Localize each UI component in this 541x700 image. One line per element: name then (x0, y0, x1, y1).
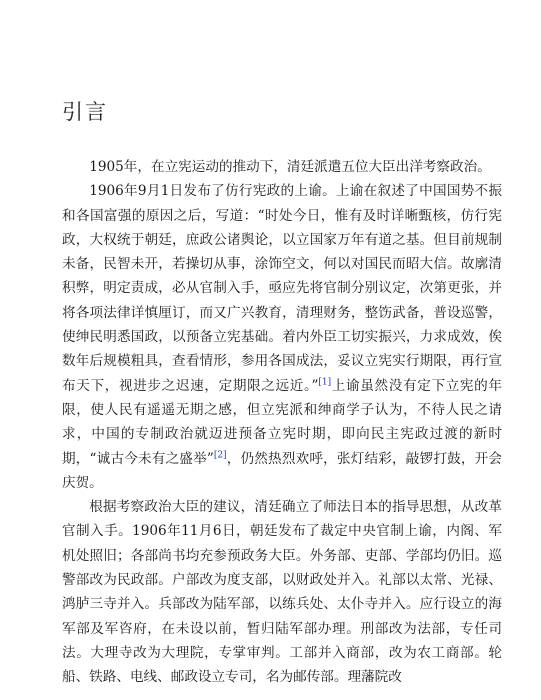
section-heading: 引言 (62, 100, 108, 124)
footnote-link[interactable]: [1] (318, 377, 332, 388)
paragraph-text: 根据考察政治大臣的建议，清廷确立了师法日本的指导思想，从改革官制入手。1906年11月6日，朝廷发布了裁定中央官制上谕，内阁、军机处照旧；各部尚书均充参预政务大臣。外务部、吏部、学部均仍旧。巡警部改为民政部。户部改为度支部，以财政处并入。礼部以太常、光禄、鸿胪三寺并入。兵部改为陆军部，以练兵处、太仆寺并入。应行设立的海军部及军咨府，在未设以前，暂归陆军部办理。刑部改为法部，专任司法。大理寺改为大理院，专掌审判。工部并入商部，改为农工商部。轮船、铁路、电线、邮政设立专司，名为邮传部。理藩院改 (62, 499, 502, 686)
body-text (62, 155, 502, 690)
paragraph-text: 上谕虽然没有定下立宪的年限，使人民有遥遥无期之感，但立宪派和绅商学子认为，不待人民之请求，中国的专制政治就迈进预备立宪时期，即向民主宪政过渡的新时期，“诚古今未有之盛举” (62, 377, 502, 467)
paragraph (62, 495, 502, 689)
paragraph-text: 1906年9月1日发布了仿行宪政的上谕。上谕在叙述了中国国势不振和各国富强的原因之后，写道：“时处今日，惟有及时详晰甄核，仿行宪政，大权统于朝廷，庶政公诸舆论，以立国家万年有道之基。但目前规制未备，民智未开，若操切从事，涂饰空文，何以对国民而昭大信。故廓清积弊，明定责成，必从官制入手，亟应先将官制分别议定，次第更张，并将各项法律详慎厘订，而又广兴教育，清理财务，整饬武备，普设巡警，使绅民明悉国政，以预备立宪基础。着内外臣工切实振兴，力求成效，俟数年后规模粗具，查看情形，参用各国成法，妥议立宪实行期限，再行宣布天下，视进步之迟速，定期限之远近。” (62, 183, 502, 394)
footnote-link[interactable]: [2] (213, 450, 227, 461)
paragraph (62, 179, 502, 495)
paragraph (62, 155, 502, 179)
paragraph-text: ，仍然热烈欢呼，张灯结彩，敲锣打鼓，开会庆贺。 (62, 450, 503, 491)
paragraph-text: 1905年，在立宪运动的推动下，清廷派遣五位大臣出洋考察政治。 (89, 159, 491, 175)
